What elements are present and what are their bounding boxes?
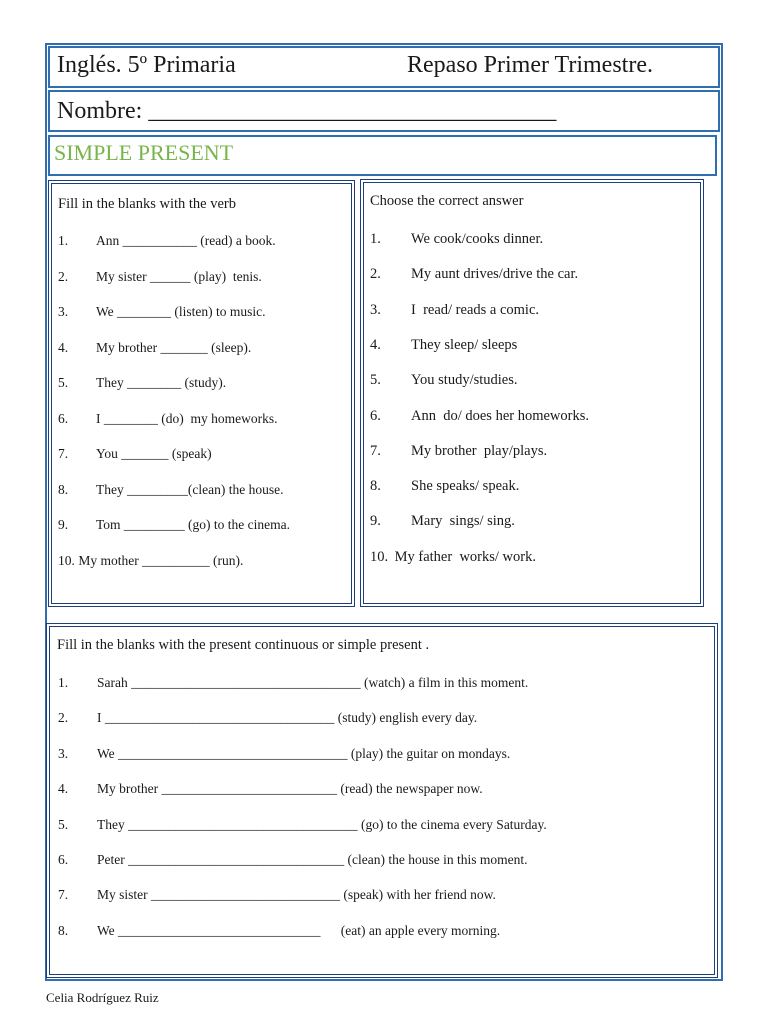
exercise-choose-answer: Choose the correct answer 1. We cook/cooks dinner. 2. My aunt drives/drive the car. 3. I read/ reads a comic. 4. They sleep/ sleeps 5. You study/studies. 6. Ann do/ does her homeworks. 7. My brother play/plays. 8. She speaks/ speak. 9. Mary sings/ sing. 10. My father works/ work.	[360, 179, 704, 607]
exercise-fill-verb: Fill in the blanks with the verb 1. Ann ___________ (read) a book. 2. My sister ______ (play) tenis. 3. We ________ (listen) to music. 4. My brother _______ (sleep). 5. They ________ (study). 6. I ________ (do) my homeworks. 7. You _______ (speak) 8. They _________(clean) the house. 9. Tom _________ (go) to the cinema. 10. My mother __________ (run).	[48, 180, 355, 607]
section-title-row	[48, 135, 717, 176]
exercise-title: Choose the correct answer	[370, 193, 524, 209]
section-title: SIMPLE PRESENT	[54, 140, 234, 165]
header-row	[48, 46, 720, 88]
exercise-title: Fill in the blanks with the present continuous or simple present .	[57, 637, 430, 653]
name-row	[48, 90, 720, 132]
author-footer: Celia Rodríguez Ruiz	[46, 990, 159, 1005]
exercise-continuous-or-simple: Fill in the blanks with the present continuous or simple present . 1. Sarah __________________________________ (watch) a film in this moment. 2. I __________________________________ (study) english every day. 3. We __________________________________ (play) the guitar on mondays. 4. My brother __________________________ (read) the newspaper now. 5. They __________________________________ (go) to the cinema every Saturday. 6. Peter ________________________________ (clean) the house in this moment. 7. My sister ____________________________ (speak) with her friend now. 8. We ______________________________ (eat) an apple every morning.	[46, 623, 718, 978]
exercise-title: Fill in the blanks with the verb	[58, 196, 237, 212]
review-title: Repaso Primer Trimestre.	[407, 52, 653, 78]
name-field-label: Nombre: __________________________________	[57, 98, 557, 124]
course-title: Inglés. 5º Primaria	[57, 52, 236, 78]
